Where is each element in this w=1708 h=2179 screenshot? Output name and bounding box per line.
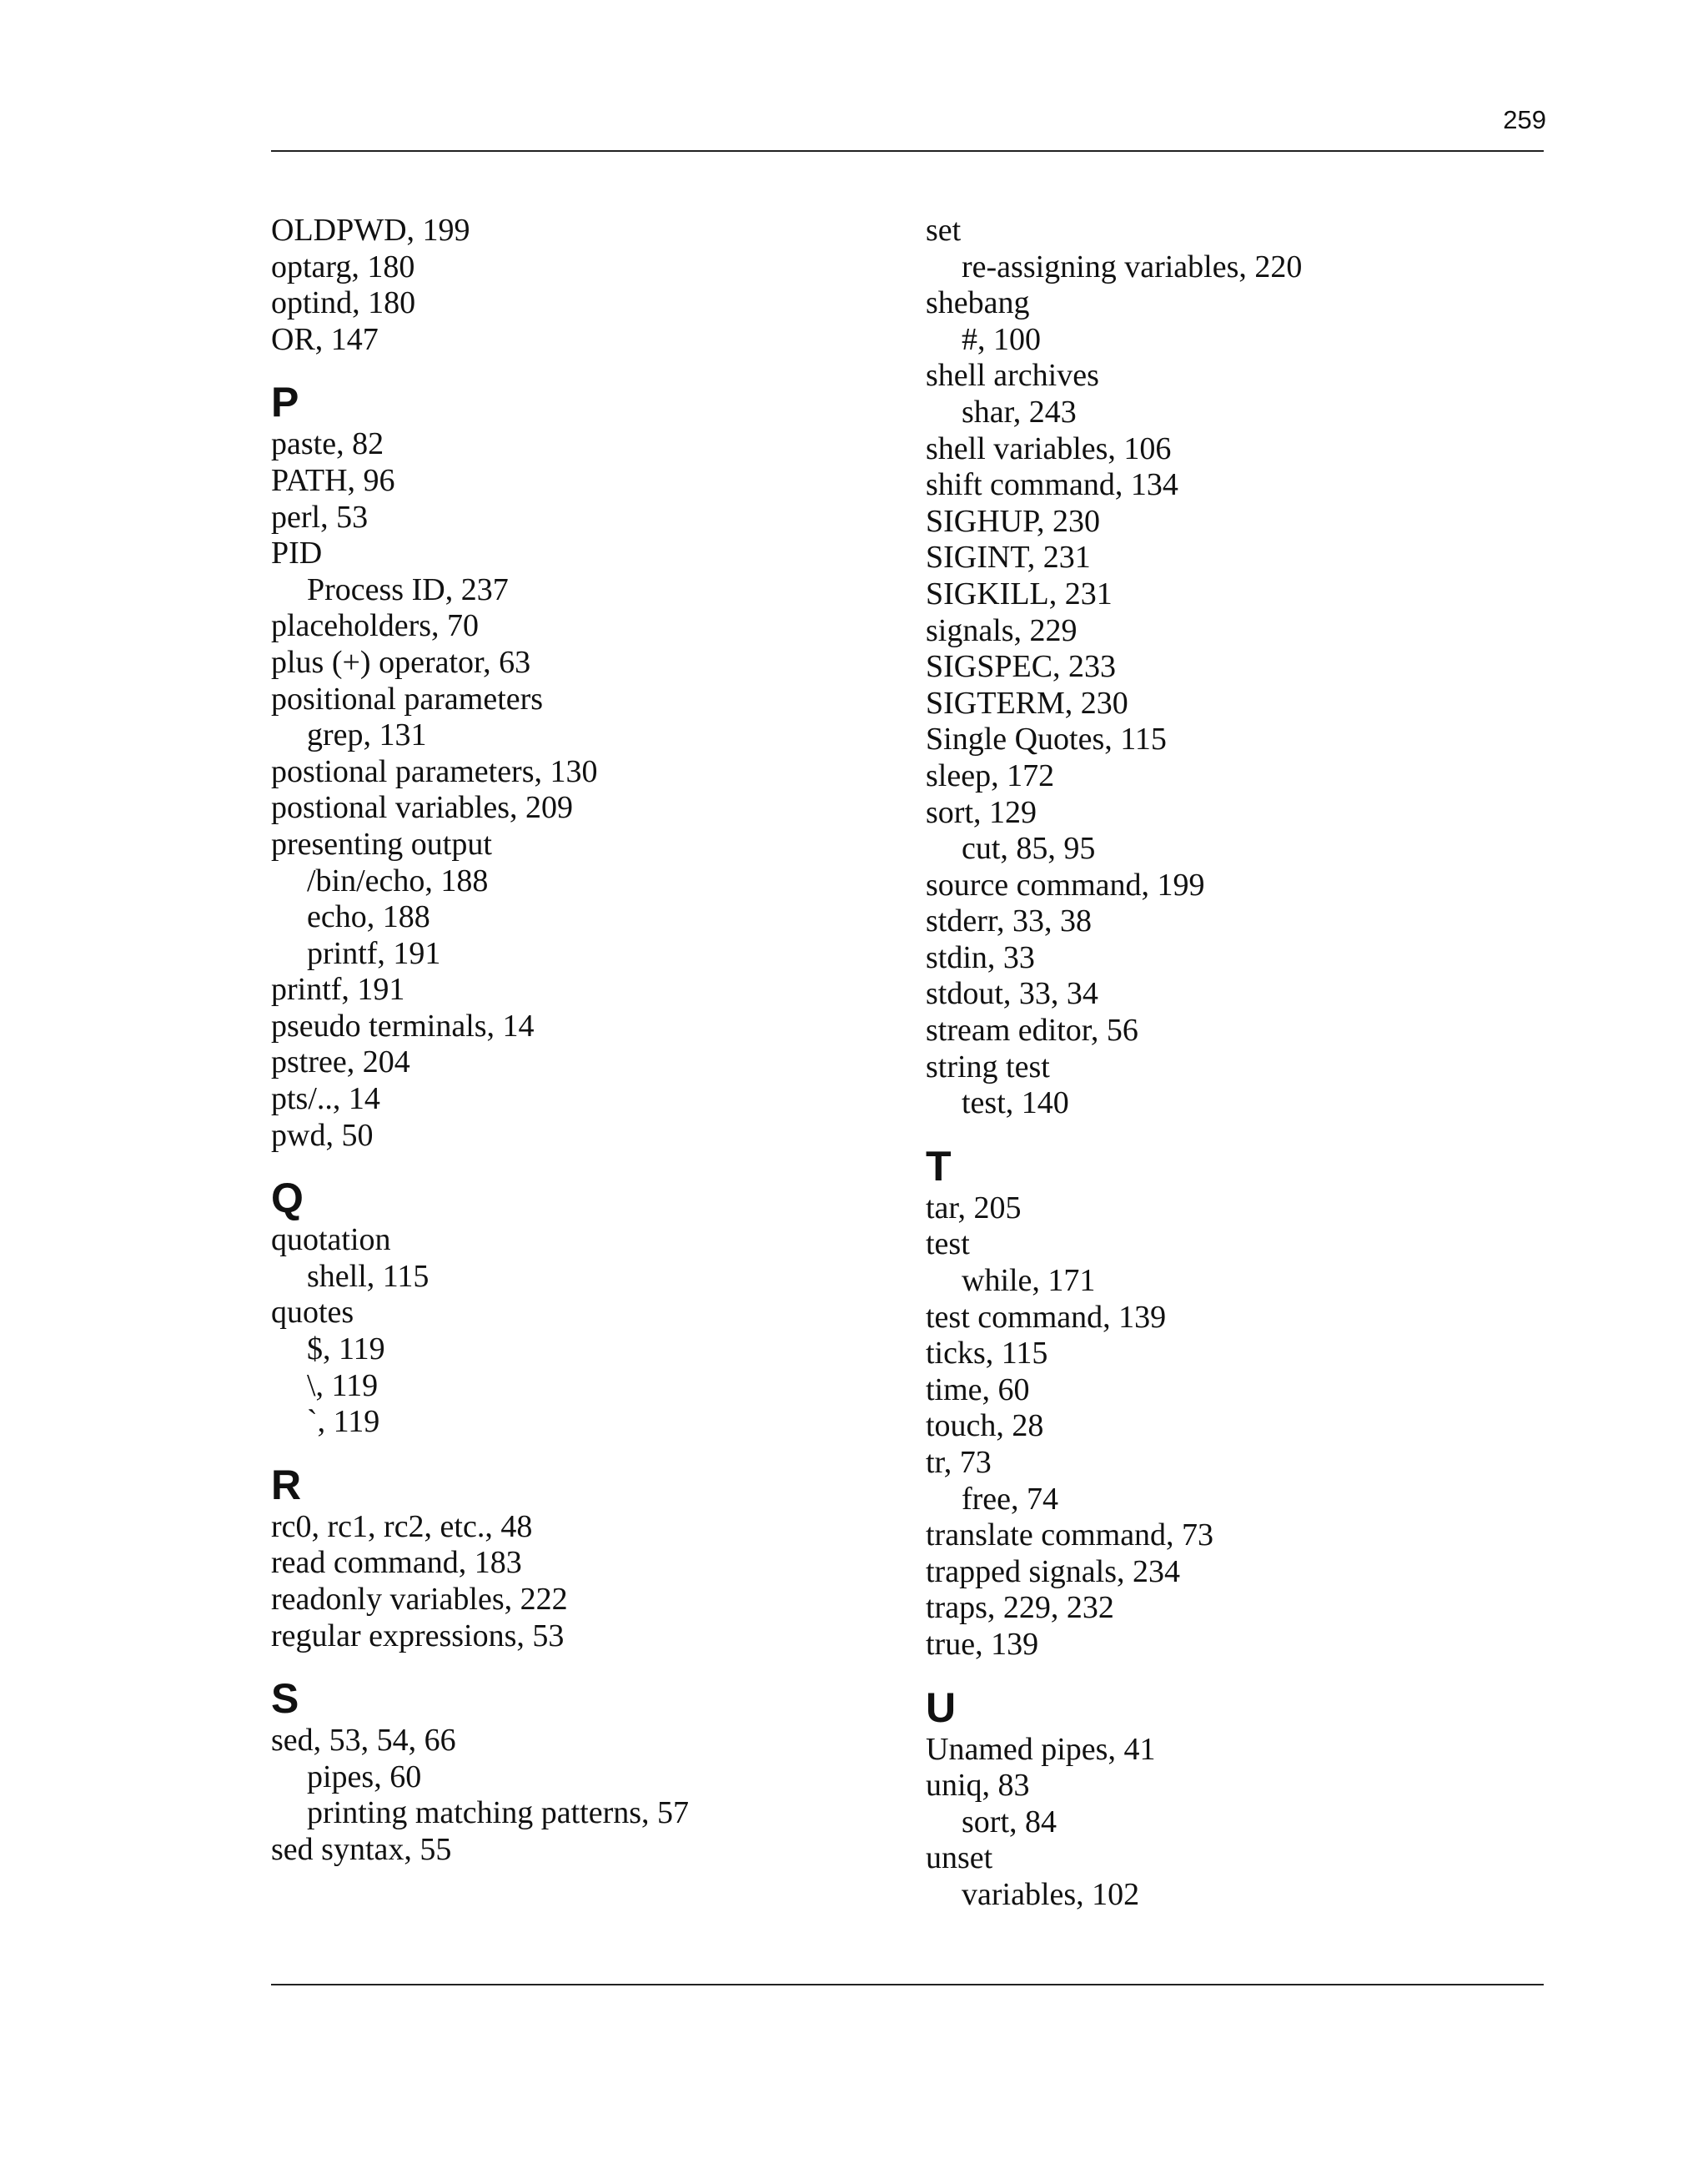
index-entry: postional parameters, 130 xyxy=(271,753,598,789)
index-entry: source command, 199 xyxy=(926,867,1205,903)
index-entry: true, 139 xyxy=(926,1626,1039,1662)
index-entry: trapped signals, 234 xyxy=(926,1553,1181,1589)
index-section-letter: R xyxy=(271,1461,302,1508)
index-subentry: /bin/echo, 188 xyxy=(307,863,489,898)
index-entry: SIGTERM, 230 xyxy=(926,685,1128,721)
index-entry: printf, 191 xyxy=(271,972,405,1008)
index-section-letter: P xyxy=(271,379,299,426)
index-entry: touch, 28 xyxy=(926,1408,1044,1444)
index-entry: stderr, 33, 38 xyxy=(926,903,1092,939)
index-column-right xyxy=(926,213,1543,1914)
index-entry: quotes xyxy=(271,1295,354,1331)
index-entry: sed, 53, 54, 66 xyxy=(271,1723,456,1759)
index-entry: positional parameters xyxy=(271,681,544,717)
index-entry: rc0, rc1, rc2, etc., 48 xyxy=(271,1508,533,1544)
index-section-letter: S xyxy=(271,1675,299,1723)
index-entry: stdout, 33, 34 xyxy=(926,976,1098,1012)
index-entry: readonly variables, 222 xyxy=(271,1582,568,1617)
index-subentry: echo, 188 xyxy=(307,899,430,935)
index-subentry: $, 119 xyxy=(307,1331,385,1367)
index-entry: time, 60 xyxy=(926,1371,1030,1407)
index-subentry: printing matching patterns, 57 xyxy=(307,1795,690,1831)
index-subentry: pipes, 60 xyxy=(307,1759,422,1794)
index-column-left xyxy=(271,213,855,1869)
index-entry: PID xyxy=(271,536,323,571)
index-entry: shell variables, 106 xyxy=(926,430,1172,466)
index-entry: ticks, 115 xyxy=(926,1336,1048,1371)
index-subentry: `, 119 xyxy=(307,1404,380,1440)
index-entry: placeholders, 70 xyxy=(271,608,480,644)
index-entry: test command, 139 xyxy=(926,1299,1167,1335)
index-subentry: grep, 131 xyxy=(307,717,427,753)
index-subentry: #, 100 xyxy=(962,321,1041,357)
index-entry: perl, 53 xyxy=(271,499,369,535)
index-section-letter: T xyxy=(926,1142,952,1190)
index-entry: presenting output xyxy=(271,826,492,862)
index-entry: shebang xyxy=(926,285,1030,321)
index-subentry: cut, 85, 95 xyxy=(962,831,1096,867)
index-entry: string test xyxy=(926,1049,1050,1084)
index-entry: postional variables, 209 xyxy=(271,790,573,826)
index-subentry: shar, 243 xyxy=(962,394,1077,430)
index-entry: quotation xyxy=(271,1222,391,1258)
index-entry: OLDPWD, 199 xyxy=(271,213,470,248)
index-entry: PATH, 96 xyxy=(271,462,395,498)
index-entry: signals, 229 xyxy=(926,612,1078,648)
page-number: 259 xyxy=(1503,105,1546,134)
index-entry: optarg, 180 xyxy=(271,249,415,284)
index-entry: sort, 129 xyxy=(926,794,1037,830)
index-entry: Single Quotes, 115 xyxy=(926,722,1167,757)
index-section-letter: Q xyxy=(271,1175,304,1222)
index-subentry: \, 119 xyxy=(307,1367,379,1403)
index-section-letter: U xyxy=(926,1683,957,1731)
index-entry: stream editor, 56 xyxy=(926,1013,1138,1049)
index-subentry: Process ID, 237 xyxy=(307,571,509,607)
index-entry: translate command, 73 xyxy=(926,1517,1214,1553)
index-entry: regular expressions, 53 xyxy=(271,1618,565,1653)
index-entry: test xyxy=(926,1226,970,1262)
index-entry: tar, 205 xyxy=(926,1190,1022,1225)
index-entry: tr, 73 xyxy=(926,1445,992,1480)
index-subentry: sort, 84 xyxy=(962,1804,1057,1839)
index-subentry: free, 74 xyxy=(962,1481,1059,1517)
index-subentry: printf, 191 xyxy=(307,935,441,971)
index-entry: sed syntax, 55 xyxy=(271,1831,452,1867)
index-subentry: variables, 102 xyxy=(962,1876,1140,1912)
index-entry: traps, 229, 232 xyxy=(926,1590,1114,1626)
index-entry: uniq, 83 xyxy=(926,1768,1030,1804)
index-entry: stdin, 33 xyxy=(926,939,1035,975)
index-entry: optind, 180 xyxy=(271,285,416,321)
index-entry: unset xyxy=(926,1840,993,1876)
index-entry: shift command, 134 xyxy=(926,467,1178,503)
index-entry: plus (+) operator, 63 xyxy=(271,644,531,680)
index-entry: SIGINT, 231 xyxy=(926,540,1091,576)
index-entry: SIGHUP, 230 xyxy=(926,503,1101,539)
index-entry: Unamed pipes, 41 xyxy=(926,1731,1156,1767)
index-entry: read command, 183 xyxy=(271,1545,522,1581)
header-rule xyxy=(271,150,1544,152)
index-entry: pseudo terminals, 14 xyxy=(271,1008,535,1044)
index-subentry: re-assigning variables, 220 xyxy=(962,249,1303,284)
index-subentry: shell, 115 xyxy=(307,1258,430,1294)
index-entry: pstree, 204 xyxy=(271,1044,410,1080)
index-entry: pts/.., 14 xyxy=(271,1081,380,1117)
index-entry: SIGKILL, 231 xyxy=(926,576,1113,611)
index-entry: SIGSPEC, 233 xyxy=(926,649,1117,685)
index-entry: shell archives xyxy=(926,358,1099,394)
index-entry: set xyxy=(926,213,962,248)
index-entry: OR, 147 xyxy=(271,321,379,357)
index-entry: sleep, 172 xyxy=(926,757,1055,793)
footer-rule xyxy=(271,1984,1544,1985)
index-subentry: test, 140 xyxy=(962,1085,1069,1121)
index-entry: paste, 82 xyxy=(271,426,384,462)
index-subentry: while, 171 xyxy=(962,1263,1096,1299)
index-entry: pwd, 50 xyxy=(271,1117,374,1153)
